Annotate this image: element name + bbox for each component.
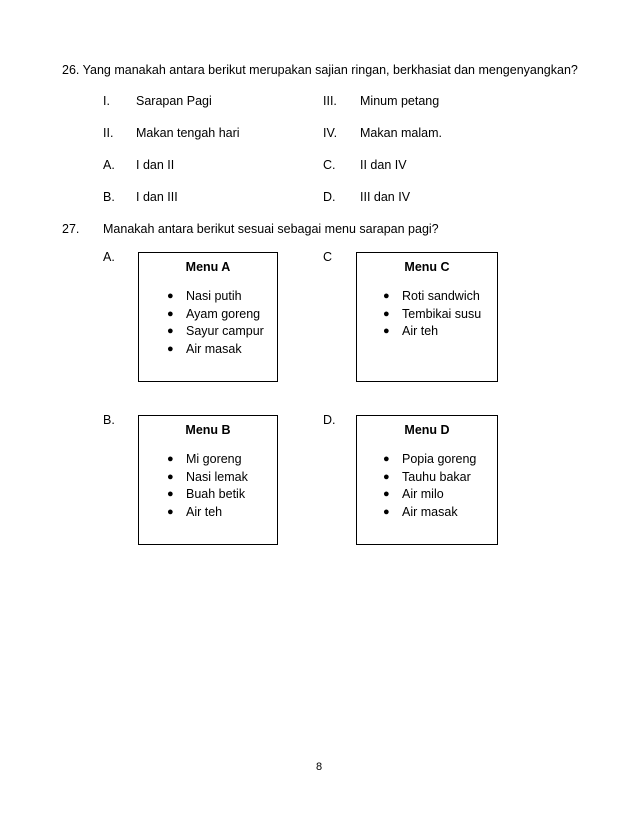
- menu-item-text: Air milo: [402, 487, 444, 501]
- list-item: [139, 306, 277, 324]
- q26-item-label: II.: [103, 126, 114, 140]
- menu-item-text: Air teh: [402, 324, 439, 338]
- menu-item-text: Popia goreng: [402, 452, 477, 466]
- q26-option-text: II dan IV: [360, 158, 407, 172]
- q26-item-label: I.: [103, 94, 110, 108]
- menu-item-text: Buah betik: [186, 487, 246, 501]
- menu-b-box: [138, 415, 278, 545]
- menu-a-box: [138, 252, 278, 382]
- list-item: [139, 341, 277, 359]
- q26-option-text: I dan II: [136, 158, 175, 172]
- menu-c-list: [357, 288, 497, 341]
- menu-d-title: Menu D: [404, 423, 450, 437]
- q27-option-label-c: C: [323, 250, 333, 264]
- list-item: [139, 288, 277, 306]
- list-item: [357, 451, 497, 469]
- menu-b-title: Menu B: [185, 423, 231, 437]
- list-item: [139, 486, 277, 504]
- menu-item-text: Sayur campur: [186, 324, 264, 338]
- page-number: 8: [315, 761, 323, 773]
- menu-item-text: Roti sandwich: [402, 289, 480, 303]
- menu-a-list: [139, 288, 277, 358]
- q26-item-text: Makan tengah hari: [136, 126, 240, 140]
- bullet-icon: ●: [383, 325, 390, 337]
- menu-item-text: Tauhu bakar: [402, 469, 471, 484]
- bullet-icon: ●: [167, 307, 174, 320]
- q27-option-label-d: D.: [323, 413, 336, 427]
- menu-item-text: Nasi lemak: [186, 469, 248, 484]
- bullet-icon: ●: [383, 470, 390, 483]
- menu-item-text: Tembikai susu: [402, 306, 482, 321]
- bullet-icon: ●: [167, 488, 174, 500]
- menu-c-title: Menu C: [404, 260, 450, 274]
- bullet-icon: ●: [167, 290, 174, 302]
- list-item: [357, 288, 497, 306]
- list-item: [357, 323, 497, 341]
- question-26-text: 26. Yang manakah antara berikut merupakan sajian ringan, berkhasiat dan mengenyangkan?: [62, 63, 578, 77]
- q26-option-label: C.: [323, 158, 336, 172]
- menu-c-box: [356, 252, 498, 382]
- q26-option-text: I dan III: [136, 190, 178, 204]
- bullet-icon: ●: [167, 453, 174, 465]
- bullet-icon: ●: [383, 488, 390, 500]
- q26-option-text: III dan IV: [360, 190, 411, 204]
- menu-item-text: Air teh: [186, 504, 223, 519]
- list-item: [139, 469, 277, 487]
- menu-item-text: Air masak: [186, 341, 242, 356]
- menu-a-title: Menu A: [185, 260, 231, 274]
- q27-option-label-a: A.: [103, 250, 115, 264]
- bullet-icon: ●: [383, 505, 390, 518]
- bullet-icon: ●: [167, 470, 174, 483]
- q26-option-label: D.: [323, 190, 336, 204]
- menu-d-box: [356, 415, 498, 545]
- q26-item-text: Sarapan Pagi: [136, 94, 212, 108]
- list-item: [357, 469, 497, 487]
- menu-item-text: Nasi putih: [186, 289, 242, 303]
- q26-item-text: Makan malam.: [360, 126, 442, 140]
- bullet-icon: ●: [167, 342, 174, 355]
- q26-item-label: IV.: [323, 126, 338, 140]
- menu-d-list: [357, 451, 497, 521]
- menu-item-text: Air masak: [402, 504, 458, 519]
- question-27-text: Manakah antara berikut sesuai sebagai menu sarapan pagi?: [103, 222, 439, 236]
- question-27-number: 27.: [62, 222, 80, 236]
- list-item: [357, 486, 497, 504]
- bullet-icon: ●: [167, 325, 174, 337]
- bullet-icon: ●: [383, 290, 390, 302]
- list-item: [139, 451, 277, 469]
- bullet-icon: ●: [167, 505, 174, 518]
- menu-item-text: Ayam goreng: [186, 306, 261, 321]
- q26-item-text: Minum petang: [360, 94, 440, 108]
- list-item: [357, 504, 497, 522]
- q26-item-label: III.: [323, 94, 337, 108]
- q26-option-label: A.: [103, 158, 115, 172]
- q27-option-label-b: B.: [103, 413, 115, 427]
- bullet-icon: ●: [383, 453, 390, 465]
- list-item: [357, 306, 497, 324]
- bullet-icon: ●: [383, 307, 390, 320]
- menu-item-text: Mi goreng: [186, 452, 242, 466]
- list-item: [139, 323, 277, 341]
- menu-b-list: [139, 451, 277, 521]
- list-item: [139, 504, 277, 522]
- q26-option-label: B.: [103, 190, 115, 204]
